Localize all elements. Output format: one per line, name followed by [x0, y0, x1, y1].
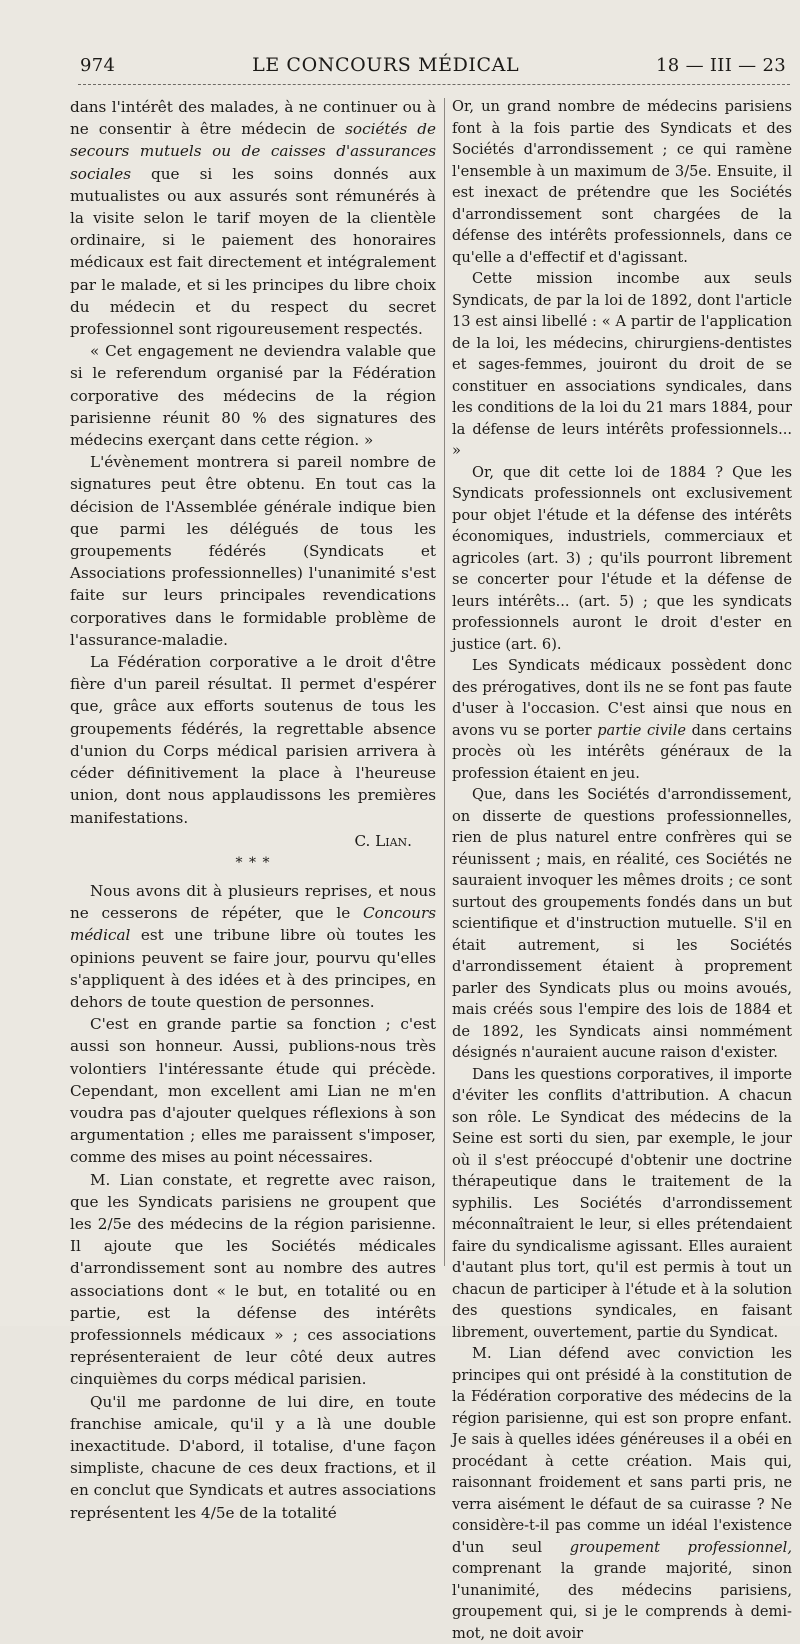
- left-column: [70, 96, 436, 1522]
- paragraph: « Cet engagement ne deviendra valable que si le referendum organisé par la Fédération corporative des médecins de la région parisienne réunit 80 % des signatures des médecins exerçant dans cette région. »: [70, 342, 436, 450]
- paragraph: C'est en grande partie sa fonction ; c'est aussi son honneur. Aussi, publions-nous très volontiers l'intéressante étude qui précède. Cependant, mon excellent ami Lian ne m'en voudra pas d'ajouter quelques réflexions à son argumentation ; elles me paraissent s'imposer, comme des mises au point nécessaires.: [70, 1015, 436, 1167]
- paragraph: Les Syndicats médicaux possèdent donc des prérogatives, dont ils ne se font pas faute d'user à l'occasion. C'est ainsi que nous en avons vu se porter partie civile dans certains procès où les intérêts généraux de la profession étaient en jeu.: [452, 657, 792, 782]
- right-column: [452, 96, 792, 1642]
- paragraph: L'évènement montrera si pareil nombre de signatures peut être obtenu. En tout cas la décision de l'Assemblée générale indique bien que parmi les délégués de tous les groupements fédérés (Syndicats et Associations professionnelles) l'unanimité s'est faite sur leurs principales revendications corporatives dans le formidable problème de l'assurance-maladie.: [70, 453, 436, 649]
- paragraph: dans l'intérêt des malades, à ne continuer ou à ne consentir à être médecin de sociétés de secours mutuels ou de caisses d'assurances sociales que si les soins donnés aux mutualistes ou aux assurés sont rémunérés à la visite selon le tarif moyen de la clientèle ordinaire, si le paiement des honoraires médicaux est fait directement et intégralement par le malade, et si les principes du libre choix du médecin et du respect du secret professionnel sont rigoureusement respectés.: [70, 98, 436, 339]
- journal-title: LE CONCOURS MÉDICAL: [252, 54, 520, 76]
- issue-date: 18 — III — 23: [656, 55, 786, 76]
- paragraph: Cette mission incombe aux seuls Syndicats, de par la loi de 1892, dont l'article 13 est ainsi libellé : « A partir de l'application de la loi, les médecins, chirurgiens-dentistes et sages-femmes, jouiront du droit de se constituer en associations syndicales, dans les conditions de la loi du 21 mars 1884, pour la défense de leurs intérêts professionnels... »: [452, 270, 792, 459]
- paragraph: Que, dans les Sociétés d'arrondissement, on disserte de questions professionnelles, rien de plus naturel entre confrères qui se réunissent ; mais, en réalité, ces Sociétés ne sauraient invoquer les mêmes droits ; ce sont surtout des groupements fondés dans un but scientifique et d'instruction mutuelle. S'il en était autrement, si les Sociétés d'arrondissement étaient à proprement parler des Syndicats plus ou moins avoués, mais créés sous l'empire des lois de 1884 et de 1892, les Syndicats ainsi nommément désignés n'auraient aucune raison d'exister.: [452, 786, 792, 1061]
- header-rule: [78, 84, 790, 85]
- paragraph: La Fédération corporative a le droit d'être fière d'un pareil résultat. Il permet d'espérer que, grâce aux efforts soutenus de tous les groupements fédérés, la regrettable absence d'union du Corps médical parisien arrivera à céder définitivement la place à l'heureuse union, dont nous applaudissons les premières manifestations.: [70, 653, 436, 827]
- column-divider: [444, 98, 445, 1266]
- page-header: [80, 54, 786, 78]
- paragraph: Or, que dit cette loi de 1884 ? Que les Syndicats professionnels ont exclusivement pour objet l'étude et la défense des intérêts économiques, industriels, commerciaux et agricoles (art. 3) ; qu'ils pourront librement se concerter pour l'étude et la défense de leurs intérêts... (art. 5) ; que les syndicats professionnels auront le droit d'ester en justice (art. 6).: [452, 463, 792, 653]
- paragraph: Qu'il me pardonne de lui dire, en toute franchise amicale, qu'il y a là une double inexactitude. D'abord, il totalise, d'une façon simpliste, chacune de ces deux fractions, et il en conclut que Syndicats et autres associations représentent les 4/5e de la totalité: [70, 1392, 436, 1522]
- paragraph: Dans les questions corporatives, il importe d'éviter les conflits d'attribution. A chacun son rôle. Le Syndicat des médecins de la Seine est sorti du sien, par exemple, le jour où il s'est préoccupé d'obtenir une doctrine thérapeutique dans le traitement de la syphilis. Les Sociétés d'arrondissement méconnaîtraient le leur, si elles prétendaient faire du syndicalisme agissant. Elles auraient d'autant plus tort, qu'il est permis à tout un chacun de participer à l'étude et à la solution des questions syndicales, en faisant librement, ouvertement, partie du Syndicat.: [452, 1065, 792, 1341]
- paragraph: M. Lian défend avec conviction les principes qui ont présidé à la constitution de la Fédération corporative des médecins de la région parisienne, qui est son propre enfant. Je sais à quelles idées généreuses il a obéi en procédant à cette création. Mais qui, raisonnant froidement et sans parti pris, ne verra aisément le défaut de sa cuirasse ? Ne considère-t-il pas comme un idéal l'existence d'un seul groupement professionnel, comprenant la grande majorité, sinon l'unanimité, des médecins parisiens, groupement qui, si je le comprends à demi-mot, ne doit avoir: [452, 1345, 792, 1642]
- paragraph: M. Lian constate, et regrette avec raison, que les Syndicats parisiens ne groupent que les 2/5e des médecins de la région parisienne. Il ajoute que les Sociétés médicales d'arrondissement sont au nombre des autres associations dont « le but, en totalité ou en partie, est la défense des intérêts professionnels médicaux » ; ces associations représenteraient de leur côté deux autres cinquièmes du corps médical parisien.: [70, 1170, 436, 1389]
- paragraph: Or, un grand nombre de médecins parisiens font à la fois partie des Syndicats et des Sociétés d'arrondissement ; ce qui ramène l'ensemble à un maximum de 3/5e. Ensuite, il est inexact de prétendre que les Sociétés d'arrondissement sont chargées de la défense des intérêts professionnels, dans ce qu'elle a d'effectif et d'agissant.: [452, 98, 792, 266]
- author-signature: C. Lian.: [354, 831, 412, 850]
- section-separator-asterism: * * *: [235, 854, 271, 871]
- page-number: 974: [80, 55, 116, 76]
- paragraph: Nous avons dit à plusieurs reprises, et nous ne cesserons de répéter, que le Concours médical est une tribune libre où toutes les opinions peuvent se faire jour, pourvu qu'elles s'appliquent à des idées et à des principes, en dehors de toute question de personnes.: [70, 881, 436, 1011]
